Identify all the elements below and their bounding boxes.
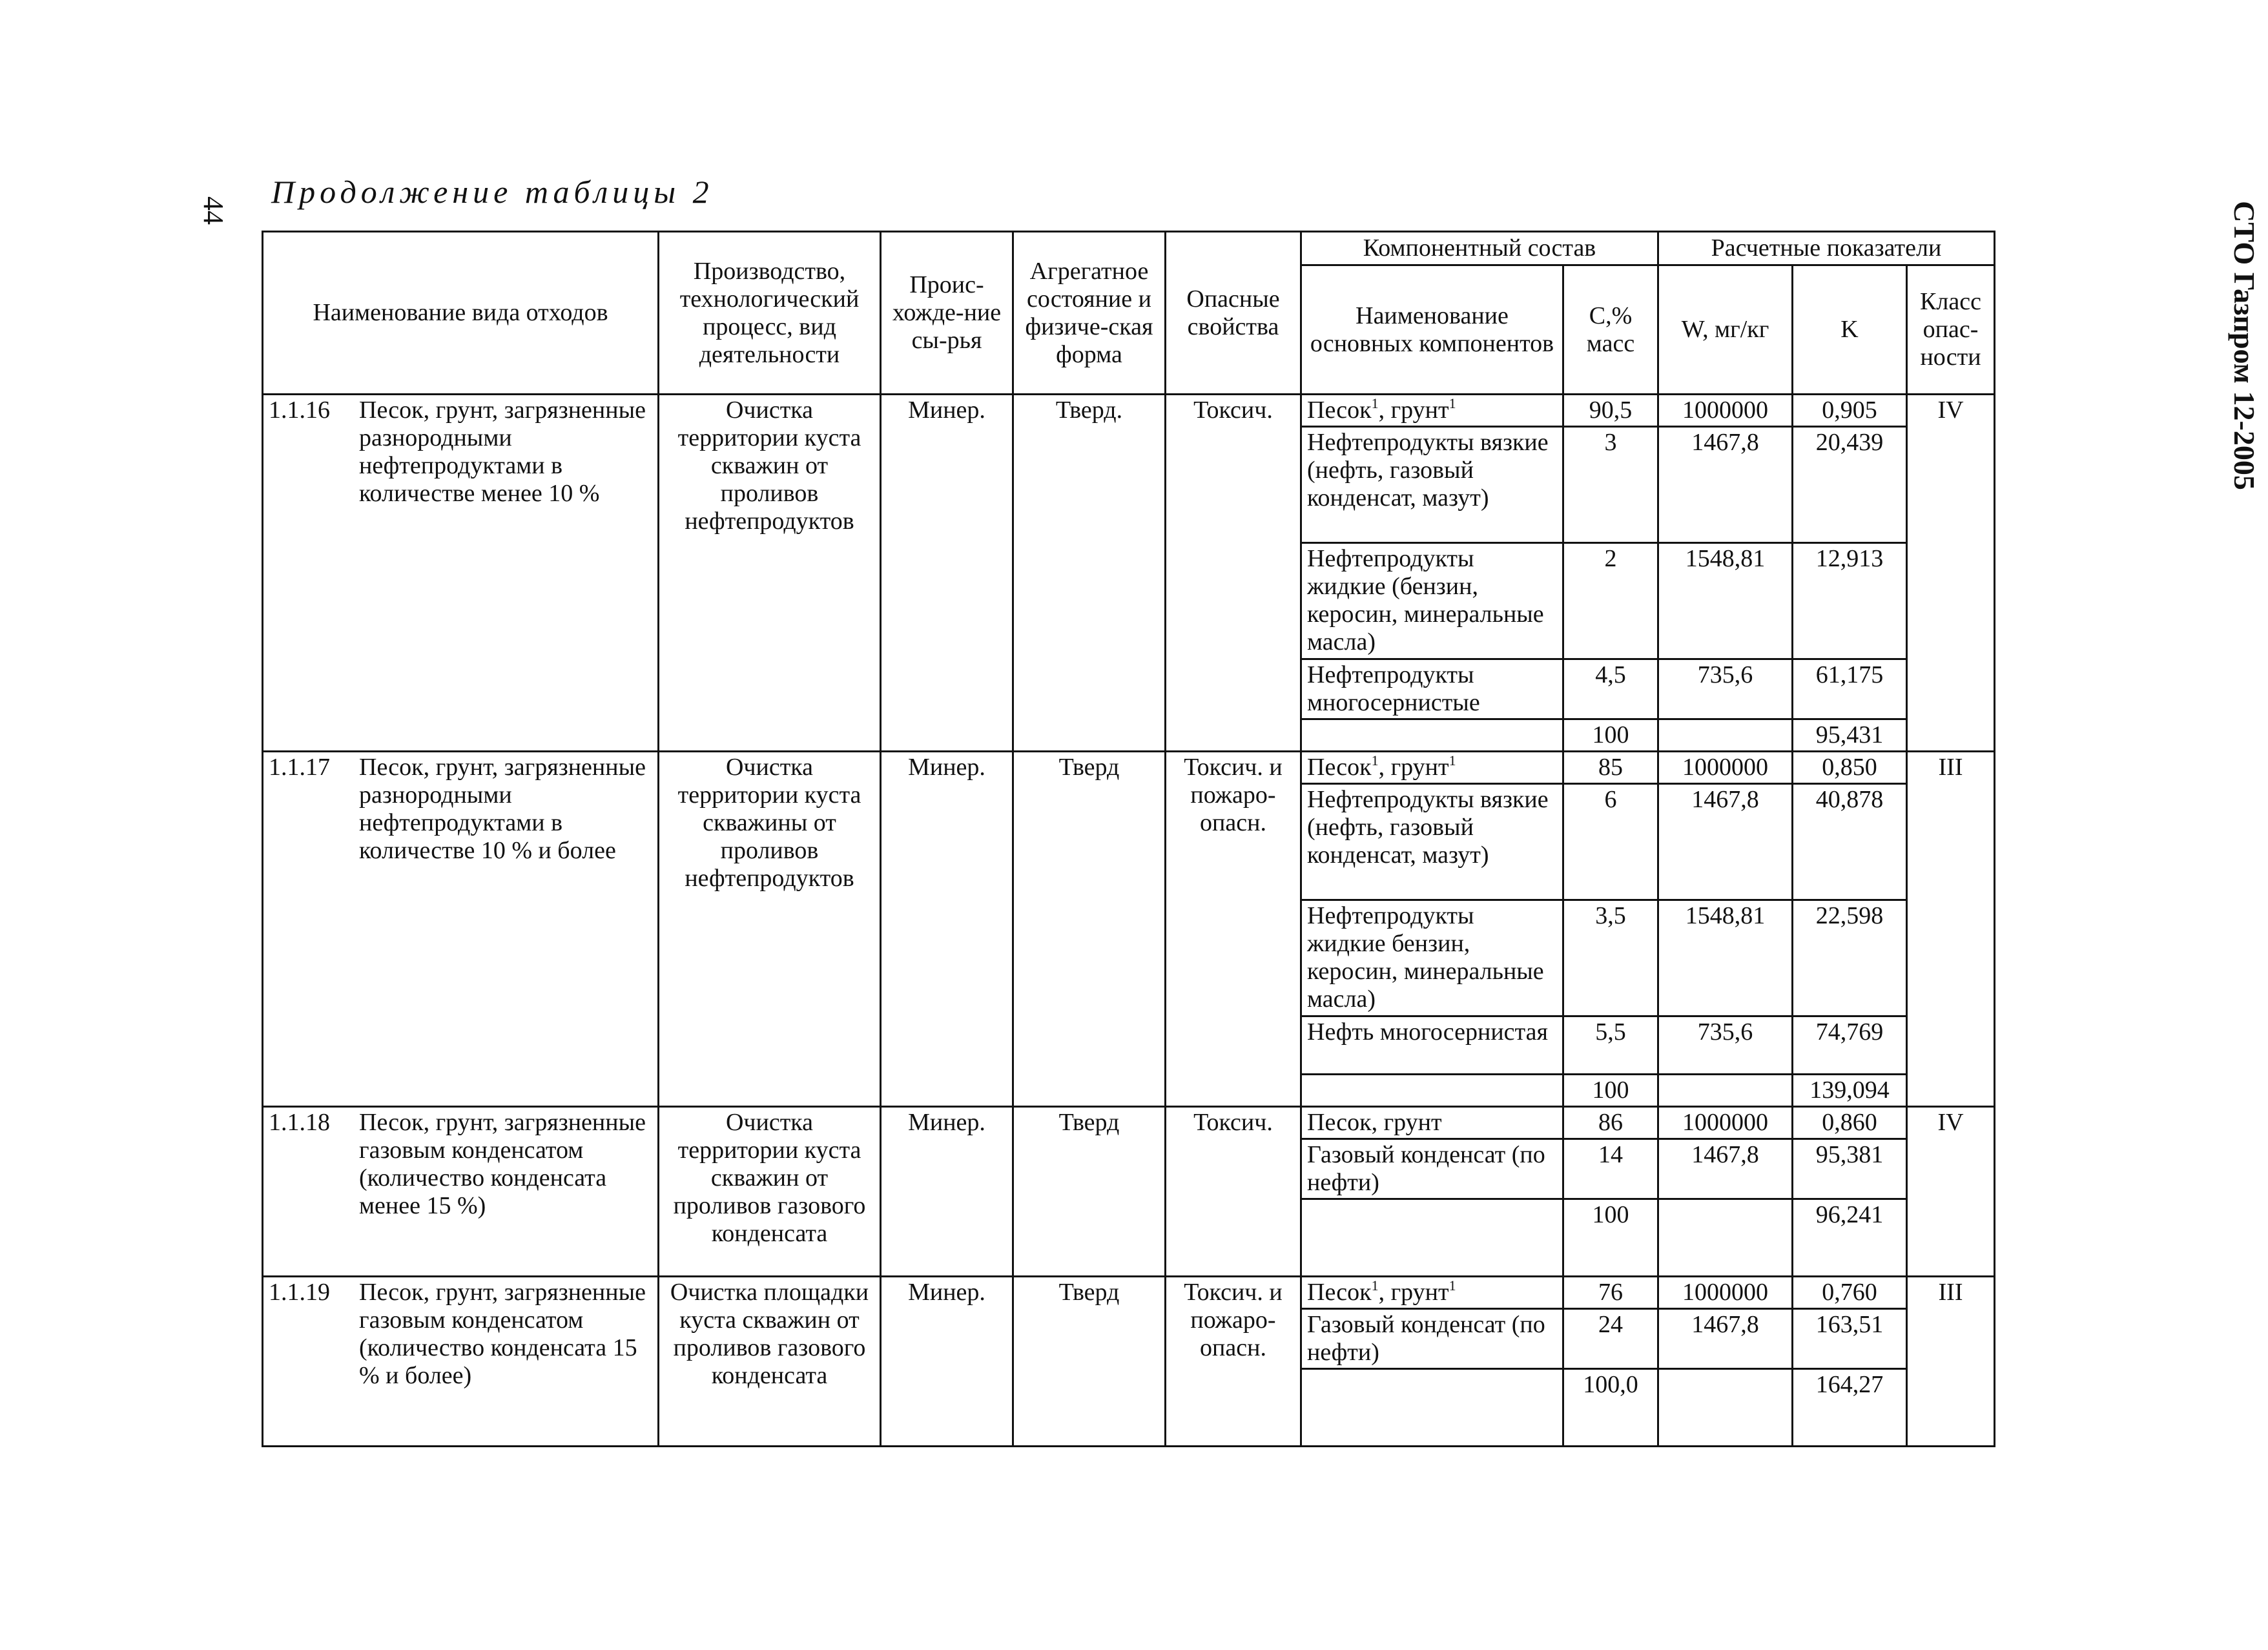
concentration-cell: 3,5 [1563, 900, 1658, 1016]
w-cell: 1467,8 [1658, 784, 1793, 900]
k-cell: 74,769 [1793, 1016, 1907, 1075]
w-cell: 1000000 [1658, 1107, 1793, 1139]
w-cell: 1000000 [1658, 752, 1793, 784]
state-cell: Тверд. [1013, 395, 1166, 752]
k-cell: 164,27 [1793, 1369, 1907, 1447]
footnote-ref: 1 [1448, 395, 1456, 411]
footnote-ref: 1 [1448, 1277, 1456, 1294]
header-calc-group: Расчетные показатели [1658, 232, 1995, 265]
footnote-ref: 1 [1371, 395, 1379, 411]
state-cell: Тверд [1013, 1107, 1166, 1277]
component-name-cell: Нефтепродукты жидкие бензин, керосин, минеральные масла) [1301, 900, 1563, 1016]
k-cell: 12,913 [1793, 543, 1907, 659]
k-cell: 95,431 [1793, 719, 1907, 752]
component-name-cell: Нефтепродукты вязкие (нефть, газовый конденсат, мазут) [1301, 784, 1563, 900]
waste-name: Песок, грунт, загрязненные разнородными нефтепродуктами в количестве 10 % и более [359, 754, 646, 864]
table-row [263, 752, 1995, 784]
component-name: Песок [1307, 397, 1372, 424]
concentration-cell: 24 [1563, 1309, 1658, 1369]
component-name-cont: , грунт [1378, 397, 1449, 424]
origin-cell: Минер. [881, 752, 1013, 1107]
waste-name: Песок, грунт, загрязненные разнородными нефтепродуктами в количестве менее 10 % [359, 397, 646, 507]
component-name-cell: Нефтепродукты многосернистые [1301, 659, 1563, 719]
state-cell: Тверд [1013, 752, 1166, 1107]
page-number: 44 [198, 196, 229, 225]
hazard-class-cell: IV [1907, 1107, 1995, 1277]
component-name-cell: Нефть многосернистая [1301, 1016, 1563, 1075]
w-cell: 1000000 [1658, 1277, 1793, 1309]
component-name-cont: , грунт [1378, 1279, 1449, 1306]
waste-code: 1.1.19 [269, 1279, 330, 1306]
concentration-cell: 86 [1563, 1107, 1658, 1139]
origin-cell: Минер. [881, 1107, 1013, 1277]
k-cell: 95,381 [1793, 1139, 1907, 1199]
waste-name: Песок, грунт, загрязненные газовым конденсатом (количество конденсата 15 % и более) [359, 1279, 646, 1389]
w-cell: 1467,8 [1658, 1309, 1793, 1369]
component-name-cell: Нефтепродукты жидкие (бензин, керосин, минеральные масла) [1301, 543, 1563, 659]
concentration-cell: 76 [1563, 1277, 1658, 1309]
w-cell [1658, 1369, 1793, 1447]
header-w: W, мг/кг [1658, 265, 1793, 395]
table-row [263, 1107, 1995, 1139]
k-cell: 139,094 [1793, 1075, 1907, 1107]
w-cell: 735,6 [1658, 1016, 1793, 1075]
k-cell: 0,760 [1793, 1277, 1907, 1309]
k-cell: 163,51 [1793, 1309, 1907, 1369]
component-name-cell: Нефтепродукты вязкие (нефть, газовый конденсат, мазут) [1301, 427, 1563, 543]
waste-name: Песок, грунт, загрязненные газовым конденсатом (количество конденсата менее 15 %) [359, 1109, 646, 1219]
k-cell: 96,241 [1793, 1199, 1907, 1277]
waste-name-cell [263, 395, 659, 752]
hazard-class-cell: III [1907, 752, 1995, 1107]
table-caption: Продолжение таблицы 2 [271, 174, 714, 210]
w-cell: 1467,8 [1658, 1139, 1793, 1199]
waste-code: 1.1.16 [269, 397, 330, 424]
process-cell: Очистка территории куста скважин от проливов нефтепродуктов [659, 395, 881, 752]
concentration-cell: 2 [1563, 543, 1658, 659]
component-name-cell: Газовый конденсат (по нефти) [1301, 1139, 1563, 1199]
origin-cell: Минер. [881, 395, 1013, 752]
k-cell: 0,860 [1793, 1107, 1907, 1139]
waste-name-cell [263, 752, 659, 1107]
document-code: СТО Газпром 12-2005 [2228, 201, 2261, 490]
table-body [263, 395, 1995, 1447]
k-cell: 61,175 [1793, 659, 1907, 719]
component-name-cell [1301, 395, 1563, 427]
header-hazard: Опасные свойства [1166, 232, 1301, 395]
w-cell [1658, 1199, 1793, 1277]
component-name-cell [1301, 752, 1563, 784]
w-cell [1658, 1075, 1793, 1107]
component-name-cell [1301, 1369, 1563, 1447]
k-cell: 0,905 [1793, 395, 1907, 427]
concentration-cell: 100,0 [1563, 1369, 1658, 1447]
hazard-class-cell: IV [1907, 395, 1995, 752]
component-name-cell [1301, 719, 1563, 752]
header-state: Агрегатное состояние и физиче-ская форма [1013, 232, 1166, 395]
header-k: K [1793, 265, 1907, 395]
header-composition-group: Компонентный состав [1301, 232, 1658, 265]
concentration-cell: 6 [1563, 784, 1658, 900]
hazard-cell: Токсич. и пожаро-опасн. [1166, 1277, 1301, 1447]
hazard-cell: Токсич. [1166, 395, 1301, 752]
footnote-ref: 1 [1448, 752, 1456, 768]
header-class: Класс опас-ности [1907, 265, 1995, 395]
hazard-cell: Токсич. и пожаро-опасн. [1166, 752, 1301, 1107]
state-cell: Тверд [1013, 1277, 1166, 1447]
k-cell: 0,850 [1793, 752, 1907, 784]
header-process: Производство, технологический процесс, вид деятельности [659, 232, 881, 395]
w-cell [1658, 719, 1793, 752]
table-row [263, 395, 1995, 427]
component-name-cont: , грунт [1378, 754, 1449, 781]
concentration-cell: 100 [1563, 1075, 1658, 1107]
header-name: Наименование вида отходов [263, 232, 659, 395]
k-cell: 20,439 [1793, 427, 1907, 543]
footnote-ref: 1 [1371, 752, 1379, 768]
component-name-cell: Песок, грунт [1301, 1107, 1563, 1139]
process-cell: Очистка территории куста скважины от проливов нефтепродуктов [659, 752, 881, 1107]
waste-name-cell [263, 1107, 659, 1277]
header-origin: Проис-хожде-ние сы-рья [881, 232, 1013, 395]
concentration-cell: 90,5 [1563, 395, 1658, 427]
component-name-cell [1301, 1075, 1563, 1107]
waste-code: 1.1.17 [269, 754, 330, 781]
component-name-cell [1301, 1277, 1563, 1309]
waste-classification-table [262, 231, 1995, 1447]
w-cell: 1467,8 [1658, 427, 1793, 543]
component-name-cell: Газовый конденсат (по нефти) [1301, 1309, 1563, 1369]
process-cell: Очистка площадки куста скважин от проливов газового конденсата [659, 1277, 881, 1447]
table-row [263, 1277, 1995, 1309]
w-cell: 735,6 [1658, 659, 1793, 719]
concentration-cell: 3 [1563, 427, 1658, 543]
waste-code: 1.1.18 [269, 1109, 330, 1136]
concentration-cell: 100 [1563, 719, 1658, 752]
concentration-cell: 14 [1563, 1139, 1658, 1199]
k-cell: 40,878 [1793, 784, 1907, 900]
process-cell: Очистка территории куста скважин от проливов газового конденсата [659, 1107, 881, 1277]
concentration-cell: 85 [1563, 752, 1658, 784]
component-name: Песок [1307, 754, 1372, 781]
concentration-cell: 5,5 [1563, 1016, 1658, 1075]
concentration-cell: 100 [1563, 1199, 1658, 1277]
w-cell: 1548,81 [1658, 543, 1793, 659]
origin-cell: Минер. [881, 1277, 1013, 1447]
w-cell: 1000000 [1658, 395, 1793, 427]
waste-name-cell [263, 1277, 659, 1447]
footnote-ref: 1 [1371, 1277, 1379, 1294]
header-row-top [263, 232, 1995, 265]
w-cell: 1548,81 [1658, 900, 1793, 1016]
concentration-cell: 4,5 [1563, 659, 1658, 719]
hazard-cell: Токсич. [1166, 1107, 1301, 1277]
k-cell: 22,598 [1793, 900, 1907, 1016]
header-component: Наименование основных компонентов [1301, 265, 1563, 395]
component-name: Песок [1307, 1279, 1372, 1306]
component-name-cell [1301, 1199, 1563, 1277]
header-concentration: С,% масс [1563, 265, 1658, 395]
hazard-class-cell: III [1907, 1277, 1995, 1447]
